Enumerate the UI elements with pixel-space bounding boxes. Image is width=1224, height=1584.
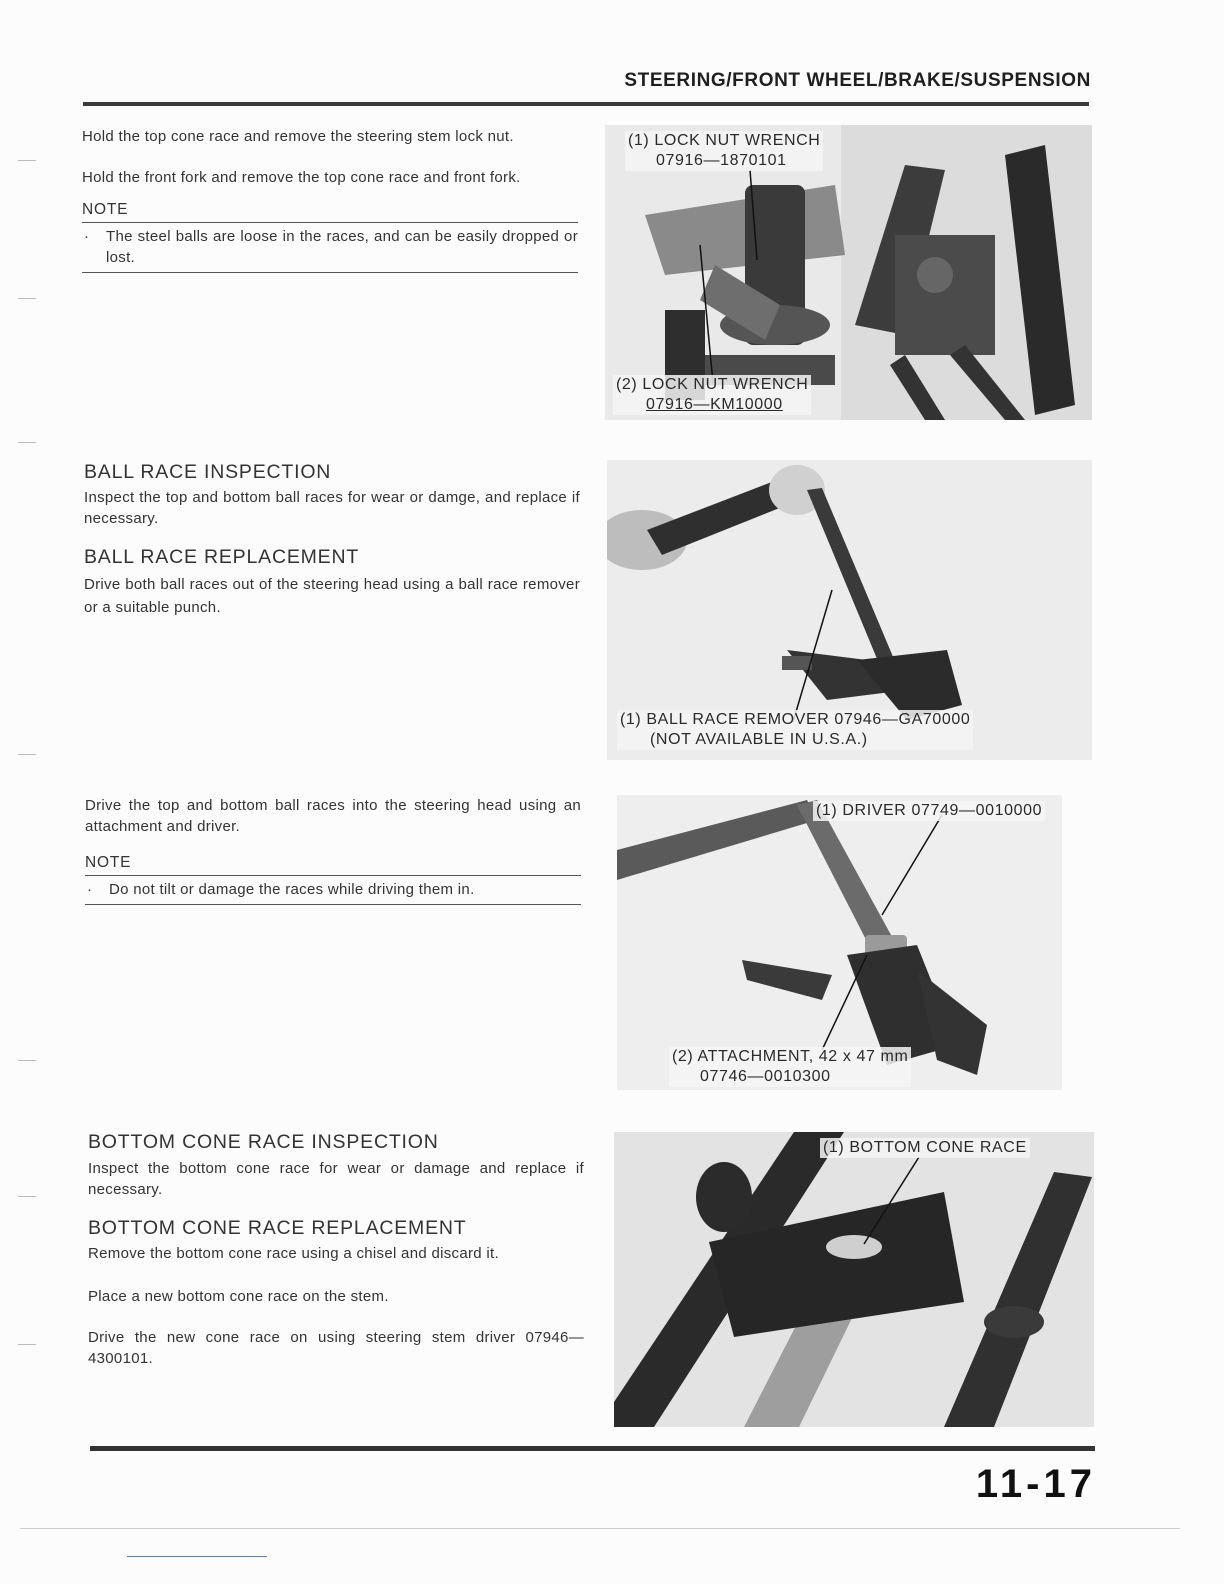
photo-illustration [614,1132,1094,1427]
note-box [82,200,578,273]
caption-ball-race-remover [617,710,973,750]
heading-ball-race-replacement: BALL RACE REPLACEMENT [84,546,360,568]
note-item [82,223,578,273]
section-ball-race [84,460,580,619]
margin-mark [18,160,36,161]
caption-lock-nut-wrench-2 [613,375,811,415]
lock-nut-wrench-photo [605,125,1092,420]
margin-mark [18,1196,36,1197]
link-underline [127,1556,267,1557]
section-lock-nut [82,126,578,273]
footer-rule [90,1446,1095,1451]
note-text: Do not tilt or damage the races while driving them in. [109,881,475,898]
caption-bottom-cone-race: (1) BOTTOM CONE RACE [820,1138,1030,1158]
paragraph: Inspect the top and bottom ball races for wear or damge, and replace if necessary. [84,489,580,527]
heading-ball-race-inspection: BALL RACE INSPECTION [84,461,332,483]
section-title: STEERING/FRONT WHEEL/BRAKE/SUSPENSION [624,70,1091,91]
bullet-icon: · [87,881,93,898]
margin-mark [18,1060,36,1061]
caption-line: 07916—1870101 [656,152,787,169]
scan-edge-line [20,1528,1180,1529]
paragraph: Drive the top and bottom ball races into the steering head using an attachment and driver. [85,797,581,835]
margin-mark [18,754,36,755]
caption-lock-nut-wrench-1 [625,131,823,171]
paragraph: Remove the bottom cone race using a chisel and discard it. [88,1245,499,1262]
caption-line: (NOT AVAILABLE IN U.S.A.) [650,731,868,748]
note-box [85,853,581,905]
caption-line: (2) ATTACHMENT, 42 x 47 mm [672,1048,909,1065]
caption-line: (2) LOCK NUT WRENCH [616,376,809,393]
caption-attachment [669,1047,911,1087]
caption-driver: (1) DRIVER 07749—0010000 [813,801,1045,821]
photo-illustration [617,795,1062,1090]
note-text: The steel balls are loose in the races, and can be easily dropped or lost. [106,228,578,266]
bottom-cone-race-photo [614,1132,1094,1427]
bullet-icon: · [84,228,90,245]
caption-line: 07916—KM10000 [646,396,783,413]
paragraph: Drive the new cone race on using steering stem driver 07946—4300101. [88,1329,584,1367]
margin-mark [18,442,36,443]
note-label: NOTE [82,200,578,223]
caption-line: 07746—0010300 [700,1068,831,1085]
margin-mark [18,298,36,299]
heading-bottom-cone-race-replacement: BOTTOM CONE RACE REPLACEMENT [88,1217,467,1239]
paragraph: Inspect the bottom cone race for wear or damage and replace if necessary. [88,1160,584,1198]
caption-line: (1) LOCK NUT WRENCH [628,132,821,149]
ball-race-remover-photo [607,460,1092,760]
note-label: NOTE [85,853,581,876]
note-item [85,876,581,905]
section-drive-ball-races [85,795,581,905]
section-bottom-cone-race [88,1130,584,1369]
paragraph: Hold the front fork and remove the top cone race and front fork. [82,169,521,186]
page-number: 11-17 [975,1462,1096,1506]
paragraph: Drive both ball races out of the steering head using a ball race remover or a suitable punch. [84,576,580,616]
paragraph: Place a new bottom cone race on the stem. [88,1288,389,1305]
driver-attachment-photo [617,795,1062,1090]
header-rule [83,102,1089,106]
paragraph: Hold the top cone race and remove the steering stem lock nut. [82,128,514,145]
caption-line: (1) BALL RACE REMOVER 07946—GA70000 [620,711,971,728]
heading-bottom-cone-race-inspection: BOTTOM CONE RACE INSPECTION [88,1131,439,1153]
margin-mark [18,1344,36,1345]
